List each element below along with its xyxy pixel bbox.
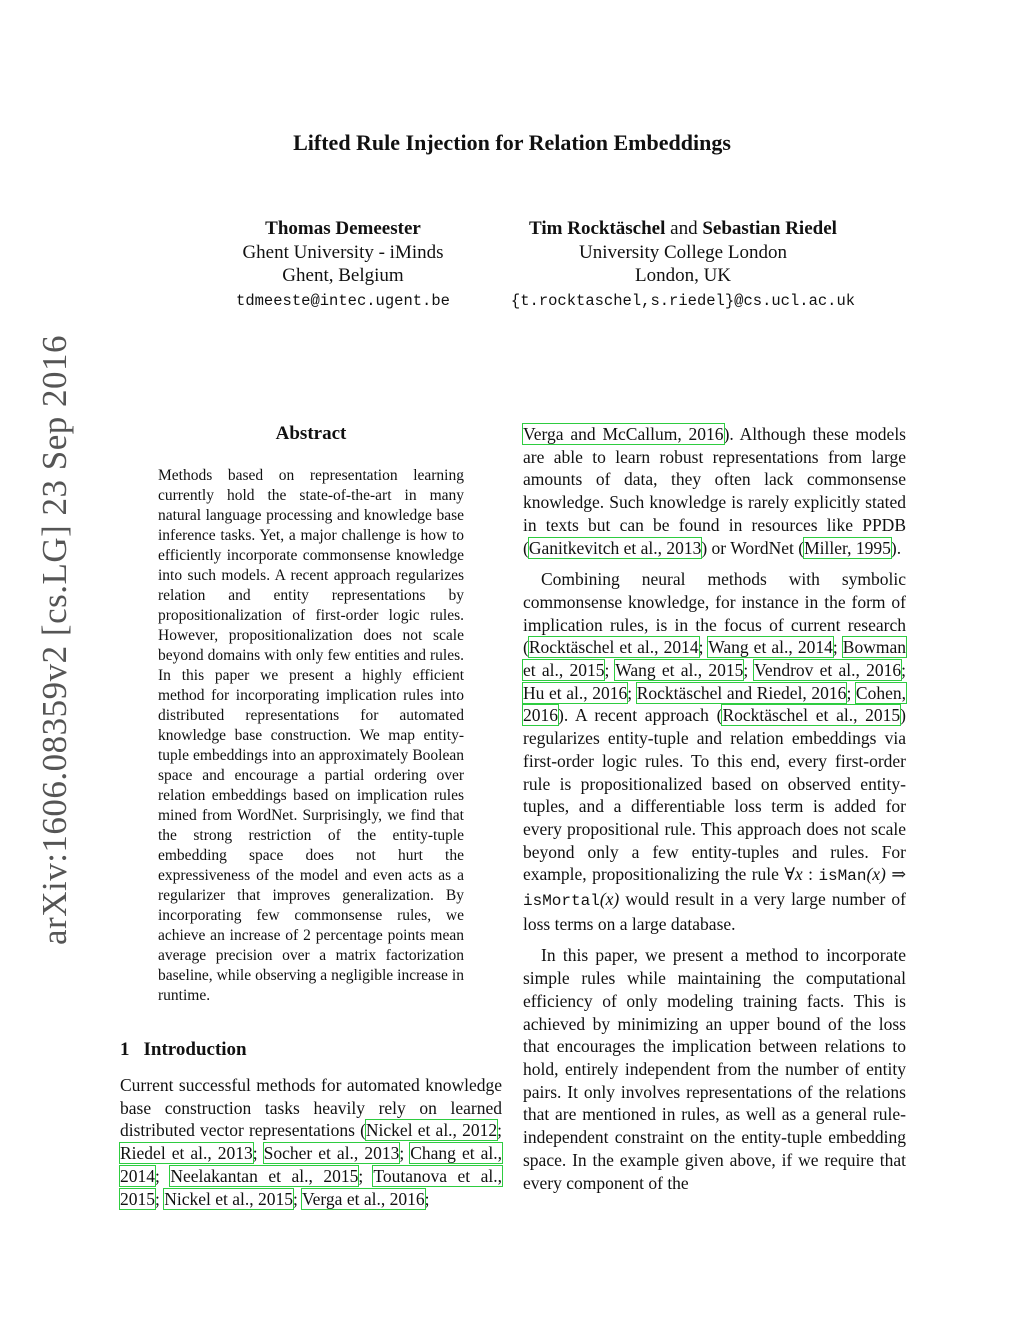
section-heading-introduction [120,1039,247,1061]
abstract-text: Methods based on representation learning currently hold the state-of-the-art in many natural language processing and knowledge base inference tasks. Yet, a major challenge is how to efficiently incorporate commonsense knowledge into such models. A recent approach regularizes relation and entity representations by propositionalization of first-order logic rules. However, propositionalization does not scale beyond domains with only few entities and rules. In this paper we present a highly efficient method for incorporating implication rules into distributed representations for automated knowledge base construction. We map entity-tuple embeddings into an approximately Boolean space and encourage a partial ordering over relation embeddings based on implication rules mined from WordNet. Surprisingly, we find that the strong restriction of the entity-tuple embedding space does not hurt the expressiveness of the model and even acts as a regularizer that improves generalization. By incorporating few commonsense rules, we achieve an increase of 2 percentage points mean average precision over a matrix factorization baseline, while observing a negligible increase in runtime. [158,467,464,1004]
relation-name: isMortal [523,892,600,911]
author-email[interactable]: {t.rocktaschel,s.riedel}@cs.ucl.ac.uk [510,291,856,310]
citation-link[interactable]: Cohen, 2016 [523,682,906,726]
body-text: Current successful methods for automated knowledge base construction tasks heavily rely on learned distributed vector representations ( [120,1075,502,1141]
citation-link[interactable]: Miller, 1995 [804,537,891,558]
author-location: Ghent, Belgium [282,265,404,286]
paragraph: In this paper, we present a method to incorporate simple rules while maintaining the computational efficiency of only modeling training facts. This is achieved by minimizing an upper bound of the loss that encourages the implication between relations to hold, entirely independent from the number of entity pairs. It only involves representations of the relations that are mentioned in rules, as well as a general rule-independent constraint on the entity-tuple embedding space. In the example given above, if we require that every component of the [523,945,906,1193]
citation-link[interactable]: Bowman et al., 2015 [523,637,906,681]
citation-link[interactable]: Vendrov et al., 2016 [754,660,902,681]
arxiv-identifier: arXiv:1606.08359v2 [cs.LG] 23 Sep 2016 [35,334,74,945]
citation-link[interactable]: Rocktäschel et al., 2014 [528,637,699,658]
author-block-right [488,217,878,313]
introduction-paragraph: Current successful methods for automated knowledge base construction tasks heavily rely on learned distributed vector representations (Nickel et al., 2012; Riedel et al., 2013; Socher et al., 2013; Chang et al., 2014; Neelakantan et al., 2015; Toutanova et al., 2015; Nickel et al., 2015; Verga et al., 2016; [120,1075,502,1209]
abstract-heading: Abstract [275,423,347,444]
citation-link[interactable]: Rocktäschel et al., 2015 [722,705,901,726]
author-name: Tim Rocktäschel [529,218,666,239]
paragraph: Combining neural methods with symbolic commonsense knowledge, for instance in the form of implication rules, is in the focus of current research (Rocktäschel et al., 2014; Wang et al., 2014; Bowman et al., 2015; Wang et al., 2015; Vendrov et al., 2016; Hu et al., 2016; Rocktäschel and Riedel, 2016; Cohen, 2016). A recent approach (Rocktäschel et al., 2015) regularizes entity-tuple and relation embeddings via first-order logic rules. To this end, every first-order rule is propositionalized based on observed entity-tuples, and a differentiable loss term is added for every propositional rule. This approach does not scale beyond only a few entity-tuples and rules. For example, propositionalizing the rule ∀x : isMan(x) ⇒ isMortal(x) would result in a very large number of loss terms on a large database. [523,569,906,934]
paragraph: Verga and McCallum, 2016). Although these models are able to learn robust representations from large amounts of data, they often lack commonsense knowledge. Such knowledge is rarely explicitly stated in texts but can be found in resources like PPDB (Ganitkevitch et al., 2013) or WordNet (Miller, 1995). [523,424,906,558]
author-email[interactable]: tdmeeste@intec.ugent.be [236,291,450,310]
citation-link[interactable]: Toutanova et al., 2015 [120,1165,502,1209]
citation-link[interactable]: Wang et al., 2015 [615,660,744,681]
citation-link[interactable]: Verga et al., 2016 [301,1188,425,1209]
section-title: Introduction [143,1039,247,1060]
author-name: Thomas Demeester [265,218,421,239]
citation-link[interactable]: Chang et al., 2014 [120,1143,502,1186]
citation-link[interactable]: Nickel et al., 2015 [164,1188,294,1209]
author-affiliation: University College London [579,241,787,263]
citation-link[interactable]: Hu et al., 2016 [523,682,628,703]
citation-link[interactable]: Ganitkevitch et al., 2013 [528,537,702,558]
citation-link[interactable]: Neelakantan et al., 2015 [170,1165,359,1186]
implies-symbol: ⇒ [885,864,906,885]
author-location: London, UK [634,265,732,286]
citation-link[interactable]: Wang et al., 2014 [708,637,833,658]
author-affiliation: Ghent University - iMinds [242,241,444,263]
relation-name: isMan [818,867,867,886]
paper-title: Lifted Rule Injection for Relation Embeddings [293,130,731,155]
citation-link[interactable]: Riedel et al., 2013 [120,1143,253,1164]
author-block-left [210,217,476,313]
author-conjunction: and [670,218,698,239]
right-column [523,423,906,1203]
section-number: 1 [120,1039,130,1060]
math-variable: x [794,864,803,885]
citation-link[interactable]: Rocktäschel and Riedel, 2016 [636,682,847,703]
citation-link[interactable]: Nickel et al., 2012 [365,1120,498,1141]
citation-link[interactable]: Socher et al., 2013 [263,1143,400,1164]
citation-link[interactable]: Verga and McCallum, 2016 [523,424,724,444]
author-name: Sebastian Riedel [702,218,837,239]
